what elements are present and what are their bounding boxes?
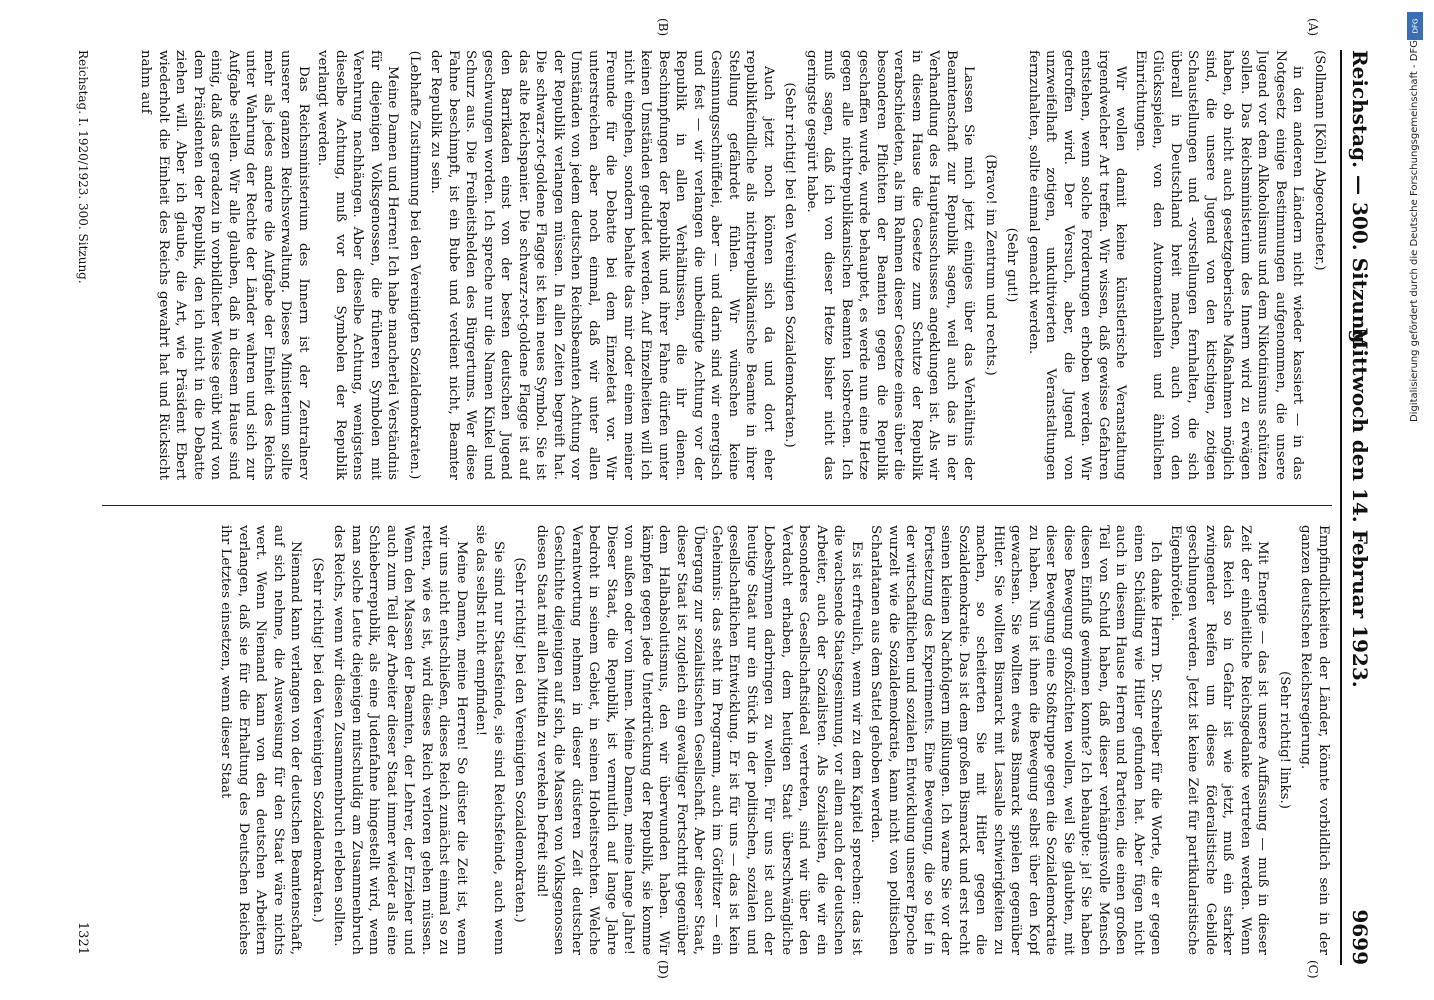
text-column-left (102, 50, 1332, 480)
margin-mark-b: (B) (656, 18, 670, 37)
text-column-right (102, 525, 1332, 955)
paragraph: Lassen Sie mich jetzt einiges über das Verhältnis der Beamtenschaft zur Republik sagen, weil auch das in der Verhandlung des Hauptausschusses angeklungen ist. Als wir in diesem Hause die Gesetze zum Schutze der Republik verabschiedeten, als im Rahmen dieser Gesetze eines über die besonderen Pflichten der Beamten gegen die Republik geschaffen wurde, wurde behauptet, es werde nun eine Hetze gegen alle nichtrepublikanischen Beamten losbrechen. Ich muß sagen, daß ich von dieser Hetze bisher nicht das geringste gespürt habe. (804, 50, 977, 480)
column-divider (102, 505, 1332, 506)
interjection: (Sehr richtig! bei den Vereinigten Sozialdemokraten.) (512, 557, 528, 923)
paragraph: Empfindlichkeiten der Länder, könnte vorbildlich sein in der ganzen deutschen Reichsregierung. (1298, 525, 1331, 955)
interjection: (Bravo! im Zentrum und rechts.) (983, 154, 998, 376)
interjection: (Sehr richtig! links.) (1277, 671, 1292, 809)
speaker-name: (Sollmann [Köln] Abgeordneter.) (1312, 50, 1327, 271)
interjection: (Sehr richtig! bei den Vereinigten Sozialdemokraten.) (310, 557, 325, 923)
paragraph: Es ist erfreulich, wenn wir zu dem Kapitel sprechen: das ist die wachsende Staatsgesinnung, vor allem auch der deutschen Arbeiter, auch der Sozialisten. Als Sozialisten, die wir ein besonderes Gesellschaftsideal vertreten, sind wir über den Verdacht erhaben, dem heutigen Staat überschwängliche Lobeshymnen darbringen zu wollen. Für uns ist auch der heutige Staat nur ein Stück in der politischen, sozialen und gesellschaftlichen Entwicklung. Er ist für uns — das ist kein Geheimnis: das steht im Programm, auch im Görlitzer — ein Übergang zur sozialistischen Gesellschaft. Aber dieser Staat, dieser Staat ist zugleich ein gewaltiger Fortschritt gegenüber dem Halbabsolutismus, den wir überwunden haben. Wir kämpfen gegen jede Unterdrückung der Republik, sie komme von außen oder von innen. Meine Damen, meine lange Jahre! Dieser Staat, die Republik, ist vermutlich auf lange Jahre bedroht in seinem Gebiet, in seinen Hoheitsrechten. Welche Verantwortung nehmen in dieser düsteren Zeit deutscher Geschichte diejenigen auf sich, die Massen von Volksgenossen diesen Staat mit allen Mitteln zu verekeln befreit sind! (534, 525, 864, 955)
margin-mark-d: (D) (656, 960, 670, 979)
interjection: (Lebhafte Zustimmung bei den Vereinigten Sozialdemokraten.) (407, 50, 422, 480)
rotated-page (50, 10, 1390, 995)
margin-mark-a: (A) (1306, 18, 1320, 37)
paragraph: in den anderen Ländern nicht wieder kassiert — in das Notgesetz einige Bestimmungen aufgenommen, die unsere Jugend vor dem Alkoholismus und dem Nikotinismus schützen sollen. Das Reichsministerium des Innern wird zu erwägen haben, ob nicht auch gesetzgeberische Maßnahmen möglich sind, die unsere Jugend von den kitschigen, zotigen Schaustellungen und -vorstellungen fernhalten, die sich überall in Deutschland breit machen, auch von den Glücksspielen, von den Automatenhallen und ähnlichen Einrichtungen. (1133, 50, 1306, 480)
paragraph: Meine Damen und Herren! Ich habe mancherlei Verständnis für diejenigen Volksgenossen, die früheren Symbolen mit Verehrung nachhängen. Aber dieselbe Achtung, wenigstens dieselbe Achtung, muß vor den Symbolen der Republik verlangt werden. (315, 50, 401, 480)
paragraph: Ich danke Herrn Dr. Schreiber für die Worte, die er gegen einen Schädling wie Hitler gefunden hat. Aber fügen nicht auch in diesem Hause Herren und Parteien, die einen großen Teil von Schuld haben, daß dieser verhängnisvolle Mensch diesen Einfluß gewinnen konnte? Ich behaupte: ja! Sie haben diese Bewegung großzüchten wollen, weil Sie glaubten, mit dieser Bewegung eine Stoßtruppe gegen die Sozialdemokratie zu haben. Nun ist ihnen die Bewegung selbst über den Kopf gewachsen. Sie wollten etwas Bismarck spielen gegenüber Hitler. Sie wollten Bismarck mit Lassalle schwierigkeiten zu machen, so scheiterten Sie mit Hitler gegen die Sozialdemokratie. Das ist dem großen Bismarck und erst recht seinen kleinen Nachfolgern mißlungen. Ich warne Sie vor der Fortsetzung des Experiments. Eine Bewegung, die so tief in der wirtschaftlichen und sozialen Entwicklung unserer Epoche wurzelt wie die Sozialdemokratie, kann nicht von politischen Scharlatanen aus dem Sattel gehoben werden. (868, 525, 1164, 955)
scanned-page (50, 10, 1390, 995)
dfg-logo-text: DFG (1411, 18, 1419, 34)
dfg-logo (1407, 12, 1423, 40)
footer-citation: Reichstag. I. 1920/1923. 300. Sitzung. (76, 50, 90, 284)
digitization-note-text: Digitalisierung gefördert durch die Deutsche Forschungsgemeinschaft - DFG (1409, 40, 1420, 423)
digitization-note (1404, 10, 1426, 990)
interjection: (Sehr gut!) (1004, 227, 1020, 303)
page-number: 9699 (1348, 909, 1372, 965)
paragraph: Das Reichsministerium des Innern ist der Zentralnerv unserer ganzen Reichsverwaltung. Dieses Ministerium sollte mehr als jedes andere die Aufgabe der Einheit des Reichs unter Wahrung der Rechte der Länder wahren und sich zur Aufgabe stellen. Wir alle glauben, daß in diesem Hause sind einig, daß das geradezu in vorbildlicher Weise geübt wird von dem Präsidenten der Republik, den ich nicht in die Debatte ziehen will. Aber ich glaube, die Art, wie Präsident Ebert wiederholt die Einheit des Reichs gewahrt hat und Rücksicht nahm auf (138, 50, 311, 480)
margin-mark-c: (C) (1306, 960, 1320, 979)
interjection: (Sehr richtig! bei den Vereinigten Sozialdemokraten.) (782, 82, 798, 448)
paragraph: Sie sind nur Staatsfeinde, sie sind Reichsfeinde, auch wenn sie das selbst nicht empfinden! (473, 525, 506, 955)
paragraph: Niemand kann verlangen von der deutschen Beamtenschaft, auf sich nehme, die Ausweisung für den Staat wäre nichts wert. Wenn Niemand kann von den deutschen Arbeitern verlangen, daß sie für die Erhaltung des Deutschen Reiches ihr Letztes einsetzen, wenn dieser Staat (218, 525, 304, 955)
header-rule (1340, 50, 1342, 965)
header-left: Reichstag. — 300. Sitzung. (1348, 50, 1372, 351)
footer-page-number: 1321 (75, 921, 90, 955)
paragraph: Wir wollen damit keine künstlerische Veranstaltung irgendwelcher Art treffen. Wir wissen, daß gewisse Gefahren entstehen, wenn solche Forderungen erhoben werden. Wir getroffen wird. Der Versuch, aber, die Jugend von unzweifelhaft zotigen, unkultivierten Veranstaltungen fernzuhalten, sollte einmal gemacht werden. (1026, 50, 1129, 480)
paragraph: Mit Energie — das ist unsere Auffassung — muß in dieser Zeit der einheitliche Reichsgedanke vertreten werden. Wenn das Reich so in Gefahr ist wie jetzt, muß ein starker zwingender Reifen um dieses föderalistische Gebilde geschlungen werden. Jetzt ist keine Zeit für partikularistische Eigenbrötelei. (1168, 525, 1271, 955)
paragraph: Meine Damen, meine Herren! So düster die Zeit ist, wenn wir uns nicht entschließen, dieses Reich zunächst einmal so zu retten, wie es ist, wird dieses Reich verloren gehen müssen. Wenn den Massen der Beamten, der Lehrer, der Erzieher und auch zum Teil der Arbeiter dieser Staat immer wieder als eine Schieberrepublik, als eine Judenfahne hingestellt wird, wenn man solche Leute diejenigen mitschuldig am Zusammenbruch des Reichs, wenn wir diesen Zusammenbruch erleben sollten. (331, 525, 469, 955)
page-header (1346, 50, 1374, 965)
header-date: Mittwoch den 14. Februar 1923. (1348, 327, 1372, 688)
paragraph: Auch jetzt noch können sich da und dort eher republikfeindliche als nichtrepublikanische Beamte in ihrer Stellung gefährdet fühlen. Wir wünschen keine Gesinnungsschnüffelei, aber — und darin sind wir energisch und fest — wir verlangen die unbedingte Achtung vor der Republik in allen Verhältnissen, die ihr dienen. Beschimpfungen der Republik und ihrer Fahne dürfen unter keinen Umständen geduldet werden. Auf Einzelheiten will ich nicht eingehen, sondern behalte das mir oder einem meiner Freunde für die Debatte bei dem Einzeletat vor. Wir unterstreichen aber noch einmal, daß wir unter allen Umständen von jedem deutschen Reichsbeamten Achtung vor der Republik verlangen müssen. In allen Zeiten begreift hat. Die schwarz-rot-goldene Flagge ist kein neues Symbol. Sie ist das alte Reichspanier. Die schwarz-rot-goldene Flagge ist auf den Barrikaden einst von der besten deutschen Jugend geschwungen worden. Ich spreche nur die Namen Kinkel und Schurz aus. Die Freiheitshelden des Bürgertums. Wer diese Fahne beschimpft, ist ein Bube und verdient nicht, Beamter der Republik zu sein. (428, 50, 776, 480)
